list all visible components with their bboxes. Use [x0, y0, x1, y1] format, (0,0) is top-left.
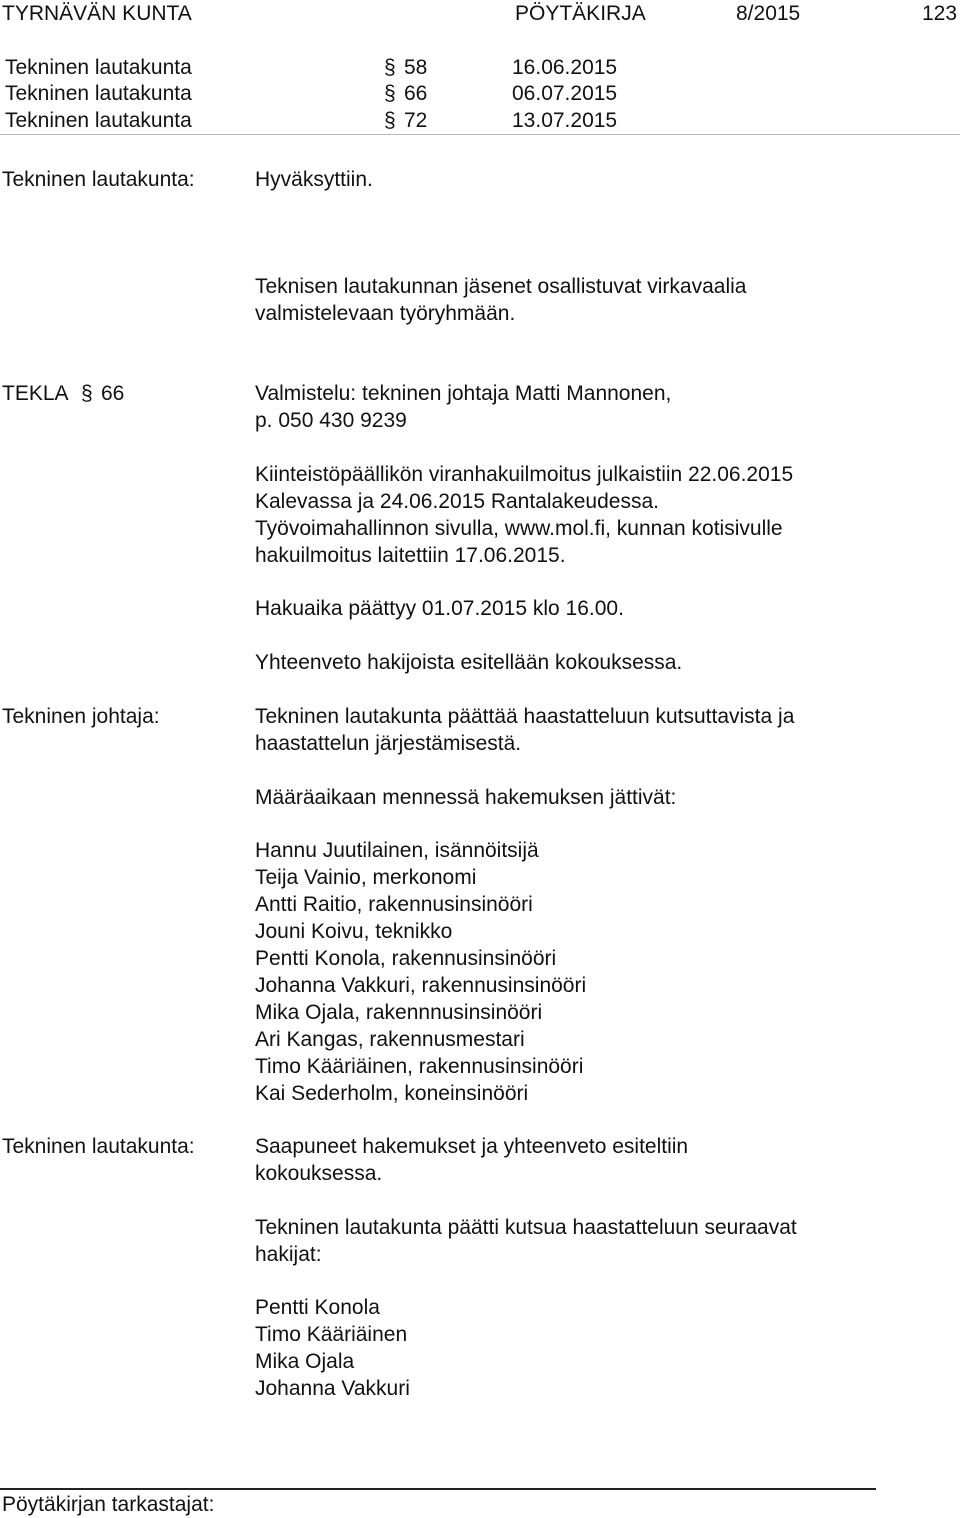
- invite-line: Tekninen lautakunta päätti kutsua haastatteluun seuraavat: [255, 1216, 797, 1239]
- decision-label: Tekninen lautakunta:: [2, 1135, 195, 1158]
- document-number: 8/2015: [736, 2, 801, 25]
- list-item: Pentti Konola, rakennusinsinööri: [255, 947, 557, 970]
- history-divider: [0, 134, 960, 135]
- preparer-line: Valmistelu: tekninen johtaja Matti Mannonen,: [255, 382, 672, 405]
- list-item: Ari Kangas, rakennusmestari: [255, 1028, 525, 1051]
- invite-line: hakijat:: [255, 1243, 322, 1266]
- proposal-label: Tekninen johtaja:: [2, 705, 160, 728]
- summary-text: Yhteenveto hakijoista esitellään kokouksessa.: [255, 651, 683, 674]
- history-number: 72: [404, 109, 428, 132]
- page-number: 123: [922, 2, 958, 25]
- list-item: Timo Kääriäinen, rakennusinsinööri: [255, 1055, 584, 1078]
- section-sign-icon: §: [384, 109, 396, 132]
- history-date: 06.07.2015: [512, 82, 618, 105]
- note-line: valmistelevaan työryhmään.: [255, 302, 516, 325]
- section-label: TEKLA: [2, 382, 69, 405]
- list-item: Mika Ojala, rakennnusinsinööri: [255, 1001, 543, 1024]
- footer-reviewers-label: Pöytäkirjan tarkastajat:: [2, 1493, 215, 1516]
- note-line: Teknisen lautakunnan jäsenet osallistuvat virkavaalia: [255, 275, 747, 298]
- history-date: 13.07.2015: [512, 109, 618, 132]
- applicants-intro: Määräaikaan mennessä hakemuksen jättivät:: [255, 786, 677, 809]
- proposal-line: Tekninen lautakunta päättää haastatteluun kutsuttavista ja: [255, 705, 795, 728]
- document-type: PÖYTÄKIRJA: [515, 2, 646, 25]
- decision-line: Saapuneet hakemukset ja yhteenveto esiteltiin: [255, 1135, 689, 1158]
- announcement-line: Kiinteistöpäällikön viranhakuilmoitus julkaistiin 22.06.2015: [255, 463, 794, 486]
- list-item: Hannu Juutilainen, isännöitsijä: [255, 839, 539, 862]
- list-item: Jouni Koivu, teknikko: [255, 920, 453, 943]
- deadline-text: Hakuaika päättyy 01.07.2015 klo 16.00.: [255, 597, 624, 620]
- announcement-line: Työvoimahallinnon sivulla, www.mol.fi, kunnan kotisivulle: [255, 517, 783, 540]
- municipality-name: TYRNÄVÄN KUNTA: [2, 2, 192, 25]
- announcement-line: Kalevassa ja 24.06.2015 Rantalakeudessa.: [255, 490, 659, 513]
- preparer-phone: p. 050 430 9239: [255, 409, 407, 432]
- proposal-line: haastattelun järjestämisestä.: [255, 732, 522, 755]
- list-item: Antti Raitio, rakennusinsinööri: [255, 893, 533, 916]
- decision-label: Tekninen lautakunta:: [2, 168, 195, 191]
- section-sign-icon: §: [384, 56, 396, 79]
- list-item: Johanna Vakkuri, rakennusinsinööri: [255, 974, 587, 997]
- list-item: Timo Kääriäinen: [255, 1323, 408, 1346]
- list-item: Teija Vainio, merkonomi: [255, 866, 477, 889]
- history-number: 66: [404, 82, 428, 105]
- decision-line: kokouksessa.: [255, 1162, 383, 1185]
- list-item: Mika Ojala: [255, 1350, 355, 1373]
- announcement-line: hakuilmoitus laitettiin 17.06.2015.: [255, 544, 566, 567]
- list-item: Kai Sederholm, koneinsinööri: [255, 1082, 529, 1105]
- footer-divider: [0, 1488, 876, 1490]
- history-body: Tekninen lautakunta: [5, 56, 192, 79]
- history-date: 16.06.2015: [512, 56, 618, 79]
- decision-text: Hyväksyttiin.: [255, 168, 373, 191]
- list-item: Johanna Vakkuri: [255, 1377, 410, 1400]
- section-sign-icon: §: [81, 382, 93, 405]
- history-body: Tekninen lautakunta: [5, 109, 192, 132]
- section-number: 66: [101, 382, 125, 405]
- history-body: Tekninen lautakunta: [5, 82, 192, 105]
- section-sign-icon: §: [384, 82, 396, 105]
- history-number: 58: [404, 56, 428, 79]
- list-item: Pentti Konola: [255, 1296, 380, 1319]
